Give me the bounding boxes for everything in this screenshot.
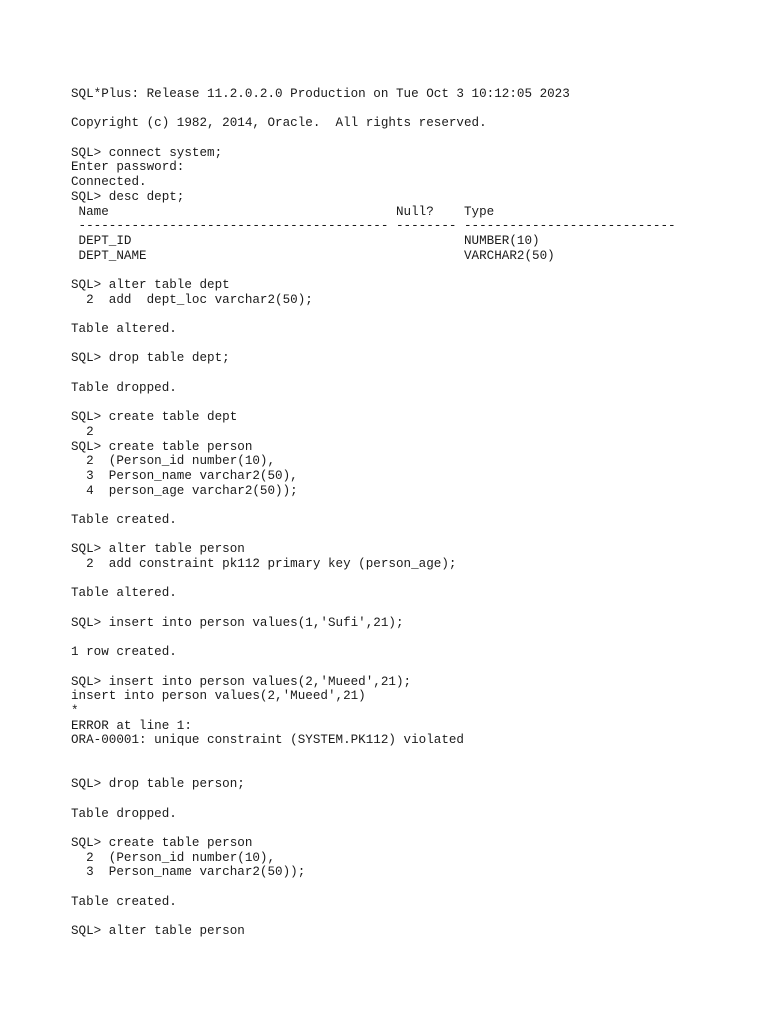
transcript-line: 1 row created. xyxy=(71,645,177,660)
transcript-line: SQL*Plus: Release 11.2.0.2.0 Production on Tue Oct 3 10:12:05 2023 xyxy=(71,87,570,101)
transcript-line: 2 (Person_id number(10), xyxy=(71,850,276,865)
blank-line xyxy=(71,131,761,146)
blank-line xyxy=(71,910,761,925)
transcript-line: insert into person values(2,'Mueed',21) xyxy=(71,689,366,704)
transcript-line: SQL> insert into person values(2,'Mueed',21); xyxy=(71,674,412,689)
transcript-line: SQL> create table person xyxy=(71,836,253,851)
blank-line xyxy=(71,630,761,645)
blank-line xyxy=(71,366,761,381)
sql-transcript xyxy=(71,87,761,939)
transcript-line: SQL> create table dept xyxy=(71,410,238,425)
blank-line xyxy=(71,498,761,513)
transcript-line: 2 add dept_loc varchar2(50); xyxy=(71,292,313,307)
transcript-line: SQL> desc dept; xyxy=(71,189,185,204)
transcript-line: DEPT_ID NUMBER(10) xyxy=(71,233,540,248)
transcript-line: SQL> create table person xyxy=(71,439,253,454)
transcript-line: Copyright (c) 1982, 2014, Oracle. All rights reserved. xyxy=(71,116,487,131)
transcript-line: Enter password: xyxy=(71,160,185,175)
transcript-line: * xyxy=(71,703,79,718)
transcript-line: Name Null? Type xyxy=(71,204,495,219)
transcript-line: 2 add constraint pk112 primary key (person_age); xyxy=(71,557,457,571)
transcript-line: Table altered. xyxy=(71,322,177,336)
blank-line xyxy=(71,763,761,778)
transcript-line: ORA-00001: unique constraint (SYSTEM.PK112) violated xyxy=(71,733,464,748)
transcript-line: Table created. xyxy=(71,512,177,527)
transcript-line: SQL> drop table person; xyxy=(71,777,245,792)
transcript-line: SQL> insert into person values(1,'Sufi',21); xyxy=(71,615,404,630)
blank-line xyxy=(71,102,761,117)
transcript-line: ERROR at line 1: xyxy=(71,718,192,733)
transcript-line: SQL> alter table person xyxy=(71,542,245,557)
transcript-line: 3 Person_name varchar2(50)); xyxy=(71,865,306,880)
blank-line xyxy=(71,821,761,836)
blank-line xyxy=(71,601,761,616)
transcript-line: 2 (Person_id number(10), xyxy=(71,454,276,469)
blank-line xyxy=(71,792,761,807)
transcript-line: Table dropped. xyxy=(71,380,177,395)
transcript-line: 2 xyxy=(71,424,94,439)
transcript-line: SQL> alter table dept xyxy=(71,277,230,292)
blank-line xyxy=(71,660,761,675)
blank-line xyxy=(71,528,761,543)
blank-line xyxy=(71,880,761,895)
transcript-line: Table altered. xyxy=(71,586,177,601)
transcript-line: 4 person_age varchar2(50)); xyxy=(71,483,298,498)
blank-line xyxy=(71,748,761,763)
blank-line xyxy=(71,307,761,322)
transcript-line: SQL> drop table dept; xyxy=(71,351,230,366)
transcript-line: ----------------------------------------- -------- ---------------------------- xyxy=(71,219,676,234)
transcript-line: Connected. xyxy=(71,175,147,190)
transcript-line: DEPT_NAME VARCHAR2(50) xyxy=(71,248,555,263)
blank-line xyxy=(71,337,761,352)
blank-line xyxy=(71,395,761,410)
transcript-line: SQL> alter table person xyxy=(71,924,245,939)
transcript-line: SQL> connect system; xyxy=(71,145,223,160)
transcript-line: Table dropped. xyxy=(71,806,177,821)
blank-line xyxy=(71,263,761,278)
transcript-line: 3 Person_name varchar2(50), xyxy=(71,468,298,483)
transcript-line: Table created. xyxy=(71,894,177,909)
blank-line xyxy=(71,572,761,587)
